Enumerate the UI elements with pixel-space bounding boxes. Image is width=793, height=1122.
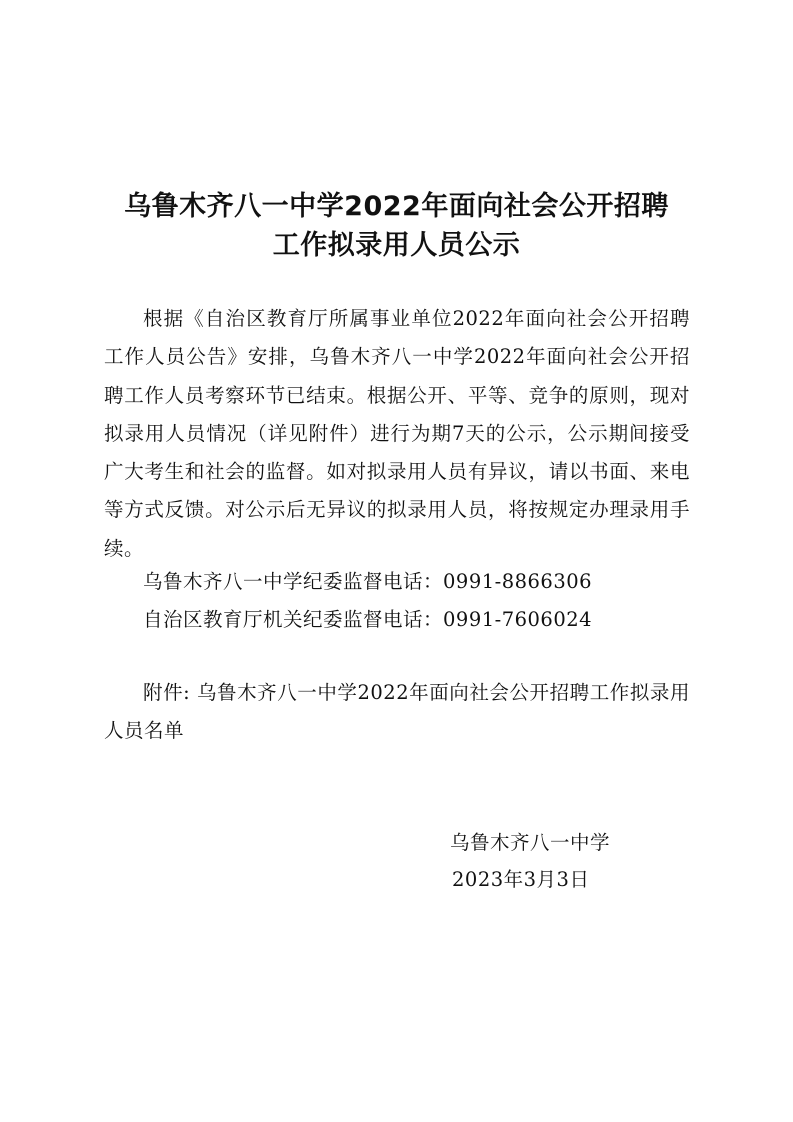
- document-title-line-1: 乌鲁木齐八一中学2022年面向社会公开招聘: [124, 191, 669, 222]
- attachment-note: 附件: 乌鲁木齐八一中学2022年面向社会公开招聘工作拟录用人员名单: [104, 681, 690, 743]
- announcement-paragraph: 根据《自治区教育厅所属事业单位2022年面向社会公开招聘工作人员公告》安排，乌鲁木齐八一中学2022年面向社会公开招聘工作人员考察环节已结束。根据公开、平等、竞争的原则，现对拟录用人员情况（详见附件）进行为期7天的公示，公示期间接受广大考生和社会的监督。如对拟录用人员有异议，请以书面、来电等方式反馈。对公示后无异议的拟录用人员，将按规定办理录用手续。: [104, 307, 690, 560]
- education-department-supervision-phone: 自治区教育厅机关纪委监督电话：0991-7606024: [143, 608, 593, 631]
- school-supervision-phone: 乌鲁木齐八一中学纪委监督电话：0991-8866306: [143, 570, 593, 593]
- signature-organization: 乌鲁木齐八一中学: [450, 831, 611, 854]
- document-title-line-2: 工作拟录用人员公示: [272, 230, 521, 261]
- signature-date: 2023年3月3日: [452, 868, 590, 891]
